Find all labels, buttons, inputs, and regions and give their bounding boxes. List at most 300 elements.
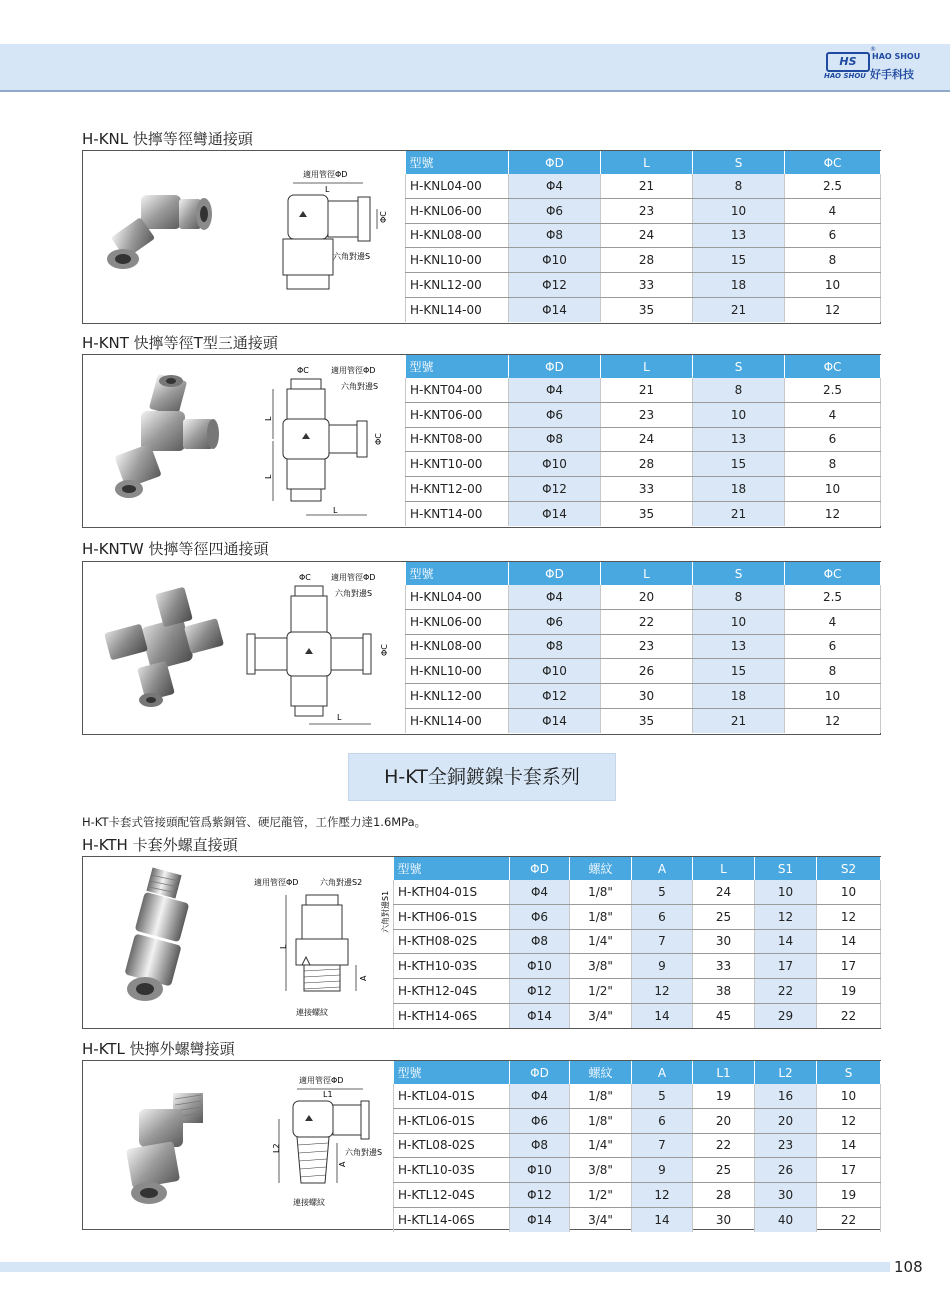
cell-s: 12 (817, 1108, 881, 1133)
table-row (406, 684, 881, 709)
section-panel-knt (82, 354, 881, 528)
table-row (406, 427, 881, 452)
cell-l: 33 (693, 954, 755, 979)
header-d: ΦD (509, 151, 601, 174)
cell-l: 45 (693, 1003, 755, 1027)
spec-table-knl (405, 151, 881, 322)
table-row (406, 273, 881, 298)
table-header-row (394, 1061, 881, 1084)
diagram-label-s: 六角對邊S (335, 589, 373, 598)
cell-l: 35 (601, 297, 693, 321)
cell-l: 21 (601, 174, 693, 198)
header-model: 型號 (394, 857, 510, 880)
header-l: L (601, 355, 693, 378)
cell-thread: 3/4" (570, 1003, 632, 1027)
cell-model: H-KNL04-00 (406, 174, 509, 198)
footer-band (0, 1262, 890, 1272)
table-row (394, 880, 881, 904)
cell-model: H-KTL08-02S (394, 1133, 510, 1158)
cell-s: 13 (693, 427, 785, 452)
cell-model: H-KTL14-06S (394, 1207, 510, 1231)
cell-model: H-KNT06-00 (406, 402, 509, 427)
cell-model: H-KNL10-00 (406, 659, 509, 684)
header-d: ΦD (510, 1061, 570, 1084)
cell-l: 21 (601, 378, 693, 402)
table-row (394, 929, 881, 954)
cell-l: 33 (601, 477, 693, 502)
cell-s2: 17 (817, 954, 881, 979)
cell-s: 8 (693, 378, 785, 402)
diagram-label-d: 適用管徑ΦD (303, 170, 348, 179)
cell-d: Φ12 (509, 273, 601, 298)
cell-model: H-KTH06-01S (394, 904, 510, 929)
header-c: ΦC (785, 562, 881, 585)
cell-model: H-KNL08-00 (406, 223, 509, 248)
cell-l2: 20 (755, 1108, 817, 1133)
section-title-knt: H-KNT 快擰等徑T型三通接頭 (82, 334, 278, 352)
section-title-kth: H-KTH 卡套外螺直接頭 (82, 836, 238, 854)
cell-s: 18 (693, 477, 785, 502)
cell-d: Φ10 (509, 248, 601, 273)
cell-l1: 22 (693, 1133, 755, 1158)
header-d: ΦD (510, 857, 570, 880)
cell-thread: 1/2" (570, 979, 632, 1004)
cell-model: H-KNL10-00 (406, 248, 509, 273)
diagram-label-l-bottom: L (337, 713, 342, 722)
table-row (406, 402, 881, 427)
cell-d: Φ4 (509, 174, 601, 198)
cell-thread: 1/4" (570, 1133, 632, 1158)
table-row (394, 1084, 881, 1108)
cell-l: 23 (601, 198, 693, 223)
table-row (406, 248, 881, 273)
table-header-row (394, 857, 881, 880)
cell-model: H-KNL14-00 (406, 708, 509, 732)
cell-l: 28 (601, 248, 693, 273)
cell-s: 13 (693, 634, 785, 659)
table-row (406, 634, 881, 659)
cell-d: Φ14 (509, 708, 601, 732)
header-s2: S2 (817, 857, 881, 880)
male-connector-photo (111, 867, 211, 1017)
brand-name-cn: 好手科技 (870, 68, 914, 81)
cell-model: H-KNL08-00 (406, 634, 509, 659)
cell-d: Φ8 (510, 1133, 570, 1158)
cell-a: 14 (632, 1003, 693, 1027)
cell-d: Φ12 (509, 477, 601, 502)
cell-a: 5 (632, 1084, 693, 1108)
cell-model: H-KNL06-00 (406, 609, 509, 634)
table-row (406, 198, 881, 223)
cell-c: 6 (785, 427, 881, 452)
cell-thread: 1/2" (570, 1183, 632, 1208)
cell-model: H-KNL12-00 (406, 273, 509, 298)
table-row (406, 501, 881, 525)
table-row (394, 1207, 881, 1231)
spec-table-knt (405, 355, 881, 526)
cell-s: 10 (693, 198, 785, 223)
cell-c: 4 (785, 198, 881, 223)
cell-c: 2.5 (785, 174, 881, 198)
cell-s: 10 (817, 1084, 881, 1108)
cell-thread: 3/8" (570, 1158, 632, 1183)
diagram-label-s1: 六角對邊S1 (381, 890, 390, 933)
header-s: S (693, 355, 785, 378)
cell-l1: 25 (693, 1158, 755, 1183)
cell-s1: 10 (755, 880, 817, 904)
table-row (394, 954, 881, 979)
cell-s2: 19 (817, 979, 881, 1004)
cell-l: 23 (601, 634, 693, 659)
cell-d: Φ12 (510, 1183, 570, 1208)
elbow-dimension-diagram (263, 165, 403, 305)
section-panel-knl (82, 150, 881, 324)
section-title-kntw: H-KNTW 快擰等徑四通接頭 (82, 540, 269, 558)
cell-l: 26 (601, 659, 693, 684)
cell-s: 19 (817, 1183, 881, 1208)
diagram-label-l1: L1 (323, 1090, 333, 1099)
cell-s: 10 (693, 402, 785, 427)
cell-d: Φ14 (509, 501, 601, 525)
cell-a: 6 (632, 904, 693, 929)
cell-model: H-KNT12-00 (406, 477, 509, 502)
cell-l: 20 (601, 585, 693, 609)
cell-l2: 40 (755, 1207, 817, 1231)
diagram-label-c: ΦC (379, 211, 388, 223)
cell-l2: 26 (755, 1158, 817, 1183)
brand-name-en-small: HAO SHOU (824, 72, 866, 80)
cell-d: Φ8 (509, 223, 601, 248)
table-row (406, 452, 881, 477)
cell-l: 23 (601, 402, 693, 427)
cell-l: 30 (601, 684, 693, 709)
table-header-row (406, 562, 881, 585)
cell-l1: 19 (693, 1084, 755, 1108)
cell-model: H-KNL12-00 (406, 684, 509, 709)
header-d: ΦD (509, 355, 601, 378)
cell-model: H-KTL06-01S (394, 1108, 510, 1133)
cell-c: 12 (785, 297, 881, 321)
cell-s: 15 (693, 452, 785, 477)
cell-c: 2.5 (785, 378, 881, 402)
cell-a: 7 (632, 929, 693, 954)
header-s1: S1 (755, 857, 817, 880)
cell-model: H-KTH08-02S (394, 929, 510, 954)
cell-model: H-KTL12-04S (394, 1183, 510, 1208)
section-title-knl: H-KNL 快擰等徑彎通接頭 (82, 130, 253, 148)
cell-d: Φ8 (509, 634, 601, 659)
tee-fitting-photo (101, 369, 221, 509)
cell-l1: 20 (693, 1108, 755, 1133)
cell-l: 28 (601, 452, 693, 477)
cell-d: Φ6 (509, 402, 601, 427)
section-panel-kntw (82, 561, 881, 735)
cell-a: 14 (632, 1207, 693, 1231)
diagram-label-s: 六角對邊S (341, 382, 379, 391)
diagram-label-l: L (279, 944, 288, 949)
cell-s: 21 (693, 708, 785, 732)
cell-a: 12 (632, 979, 693, 1004)
cell-s: 8 (693, 174, 785, 198)
cell-l: 24 (601, 223, 693, 248)
cell-model: H-KTH04-01S (394, 880, 510, 904)
page-number: 108 (894, 1258, 923, 1276)
cell-thread: 3/4" (570, 1207, 632, 1231)
header-a: A (632, 857, 693, 880)
diagram-label-c-top: ΦC (297, 366, 309, 375)
cell-c: 8 (785, 659, 881, 684)
table-row (394, 1158, 881, 1183)
cell-c: 12 (785, 708, 881, 732)
cell-s: 15 (693, 659, 785, 684)
cell-a: 12 (632, 1183, 693, 1208)
cell-c: 8 (785, 452, 881, 477)
cell-s: 13 (693, 223, 785, 248)
brand-logo (824, 46, 924, 84)
table-row (394, 904, 881, 929)
cell-d: Φ8 (510, 929, 570, 954)
header-c: ΦC (785, 355, 881, 378)
table-row (406, 223, 881, 248)
diagram-label-d: 適用管徑ΦD (254, 878, 299, 887)
diagram-label-a: A (359, 975, 368, 981)
cell-a: 6 (632, 1108, 693, 1133)
series-intro: H-KT卡套式管接頭配管爲紫銅管、硬尼龍管，工作壓力達1.6MPa。 (82, 815, 427, 829)
cell-d: Φ4 (510, 880, 570, 904)
header-l1: L1 (693, 1061, 755, 1084)
cell-s: 10 (693, 609, 785, 634)
diagram-label-thread: 連接螺紋 (293, 1198, 325, 1207)
cell-d: Φ6 (510, 1108, 570, 1133)
cell-model: H-KNT14-00 (406, 501, 509, 525)
cell-model: H-KNT04-00 (406, 378, 509, 402)
table-row (406, 659, 881, 684)
cell-thread: 1/8" (570, 1108, 632, 1133)
logo-mark: HS (826, 52, 870, 72)
cell-d: Φ14 (510, 1003, 570, 1027)
cell-l: 22 (601, 609, 693, 634)
header-l: L (601, 562, 693, 585)
header-model: 型號 (406, 562, 509, 585)
cell-d: Φ10 (510, 1158, 570, 1183)
table-row (406, 585, 881, 609)
diagram-label-l: L (325, 185, 330, 194)
cell-d: Φ10 (510, 954, 570, 979)
cell-s2: 10 (817, 880, 881, 904)
diagram-label-d: 適用管徑ΦD (299, 1076, 344, 1085)
cell-s: 22 (817, 1207, 881, 1231)
cell-c: 4 (785, 402, 881, 427)
cell-c: 2.5 (785, 585, 881, 609)
cell-l2: 23 (755, 1133, 817, 1158)
cell-s1: 22 (755, 979, 817, 1004)
cell-d: Φ14 (509, 297, 601, 321)
cell-l2: 16 (755, 1084, 817, 1108)
cell-s: 15 (693, 248, 785, 273)
cell-d: Φ8 (509, 427, 601, 452)
cell-s: 18 (693, 684, 785, 709)
header-l: L (601, 151, 693, 174)
table-row (394, 1133, 881, 1158)
header-model: 型號 (406, 355, 509, 378)
cell-model: H-KTL10-03S (394, 1158, 510, 1183)
cell-l: 38 (693, 979, 755, 1004)
cell-l: 30 (693, 929, 755, 954)
cell-thread: 3/8" (570, 954, 632, 979)
cell-s: 17 (817, 1158, 881, 1183)
male-elbow-dimension-diagram (253, 1073, 403, 1223)
header-l2: L2 (755, 1061, 817, 1084)
cell-l: 33 (601, 273, 693, 298)
spec-table-kth (393, 857, 881, 1028)
header-thread: 螺紋 (570, 857, 632, 880)
cell-a: 7 (632, 1133, 693, 1158)
cell-thread: 1/8" (570, 1084, 632, 1108)
cell-model: H-KTH12-04S (394, 979, 510, 1004)
cell-l: 24 (693, 880, 755, 904)
cell-c: 6 (785, 223, 881, 248)
cell-d: Φ4 (510, 1084, 570, 1108)
cell-model: H-KNL06-00 (406, 198, 509, 223)
section-title-ktl: H-KTL 快擰外螺彎接頭 (82, 1040, 235, 1058)
cell-s: 18 (693, 273, 785, 298)
cell-s1: 29 (755, 1003, 817, 1027)
header-thread: 螺紋 (570, 1061, 632, 1084)
cell-model: H-KTH10-03S (394, 954, 510, 979)
cell-c: 8 (785, 248, 881, 273)
cell-s2: 14 (817, 929, 881, 954)
table-row (406, 297, 881, 321)
section-panel-ktl (82, 1060, 881, 1230)
cell-d: Φ6 (510, 904, 570, 929)
diagram-label-c: ΦC (374, 433, 383, 445)
spec-table-kntw (405, 562, 881, 733)
cell-a: 5 (632, 880, 693, 904)
cell-s1: 12 (755, 904, 817, 929)
header-model: 型號 (406, 151, 509, 174)
diagram-label-a: A (338, 1161, 347, 1167)
cell-model: H-KNT10-00 (406, 452, 509, 477)
diagram-label-s: 六角對邊S (345, 1148, 383, 1157)
diagram-label-s2: 六角對邊S2 (320, 878, 363, 887)
cross-fitting-photo (101, 582, 231, 712)
cell-d: Φ10 (509, 659, 601, 684)
diagram-label-c: ΦC (380, 644, 389, 656)
header-rule (0, 90, 950, 92)
table-row (406, 174, 881, 198)
header-c: ΦC (785, 151, 881, 174)
cell-c: 12 (785, 501, 881, 525)
cell-s: 8 (693, 585, 785, 609)
cell-l2: 30 (755, 1183, 817, 1208)
cell-c: 4 (785, 609, 881, 634)
cell-model: H-KNL04-00 (406, 585, 509, 609)
cell-s1: 17 (755, 954, 817, 979)
header-d: ΦD (509, 562, 601, 585)
header-s: S (693, 151, 785, 174)
table-row (406, 708, 881, 732)
table-header-row (406, 355, 881, 378)
cell-d: Φ6 (509, 609, 601, 634)
cross-dimension-diagram (243, 568, 403, 730)
cell-s2: 12 (817, 904, 881, 929)
cell-l: 35 (601, 501, 693, 525)
cell-s1: 14 (755, 929, 817, 954)
diagram-label-s: 六角對邊S (333, 252, 371, 261)
cell-d: Φ4 (509, 585, 601, 609)
table-row (394, 1108, 881, 1133)
header-l: L (693, 857, 755, 880)
diagram-label-thread: 連接螺紋 (296, 1008, 328, 1017)
cell-d: Φ4 (509, 378, 601, 402)
cell-s: 21 (693, 297, 785, 321)
cell-model: H-KTH14-06S (394, 1003, 510, 1027)
cell-l1: 30 (693, 1207, 755, 1231)
cell-model: H-KNT08-00 (406, 427, 509, 452)
header-model: 型號 (394, 1061, 510, 1084)
elbow-fitting-photo (101, 181, 221, 291)
cell-a: 9 (632, 1158, 693, 1183)
cell-model: H-KTL04-01S (394, 1084, 510, 1108)
cell-l: 24 (601, 427, 693, 452)
table-row (406, 609, 881, 634)
cell-s: 21 (693, 501, 785, 525)
table-row (394, 979, 881, 1004)
cell-s: 14 (817, 1133, 881, 1158)
cell-thread: 1/8" (570, 880, 632, 904)
series-title: H-KT全銅鍍鎳卡套系列 (348, 753, 616, 801)
cell-s2: 22 (817, 1003, 881, 1027)
cell-model: H-KNL14-00 (406, 297, 509, 321)
male-connector-dimension-diagram (248, 873, 398, 1023)
cell-d: Φ14 (510, 1207, 570, 1231)
registered-mark: ® (870, 46, 876, 53)
tee-dimension-diagram (263, 361, 403, 523)
cell-thread: 1/4" (570, 929, 632, 954)
cell-c: 6 (785, 634, 881, 659)
diagram-label-l2: L2 (272, 1143, 281, 1153)
diagram-label-l-lower: L (264, 474, 273, 479)
cell-d: Φ6 (509, 198, 601, 223)
cell-l1: 28 (693, 1183, 755, 1208)
cell-c: 10 (785, 273, 881, 298)
diagram-label-c-top: ΦC (299, 573, 311, 582)
brand-name-en: HAO SHOU (872, 52, 921, 61)
diagram-label-d: 適用管徑ΦD (331, 366, 376, 375)
cell-d: Φ10 (509, 452, 601, 477)
cell-c: 10 (785, 477, 881, 502)
header-s: S (693, 562, 785, 585)
cell-d: Φ12 (510, 979, 570, 1004)
diagram-label-l-bottom: L (333, 506, 338, 515)
header-a: A (632, 1061, 693, 1084)
table-row (394, 1003, 881, 1027)
diagram-label-d: 適用管徑ΦD (331, 573, 376, 582)
table-header-row (406, 151, 881, 174)
diagram-label-l-upper: L (264, 416, 273, 421)
cell-a: 9 (632, 954, 693, 979)
cell-d: Φ12 (509, 684, 601, 709)
spec-table-ktl (393, 1061, 881, 1232)
table-row (406, 378, 881, 402)
cell-c: 10 (785, 684, 881, 709)
table-row (406, 477, 881, 502)
header-s: S (817, 1061, 881, 1084)
cell-thread: 1/8" (570, 904, 632, 929)
cell-l: 35 (601, 708, 693, 732)
section-panel-kth (82, 856, 881, 1029)
table-row (394, 1183, 881, 1208)
